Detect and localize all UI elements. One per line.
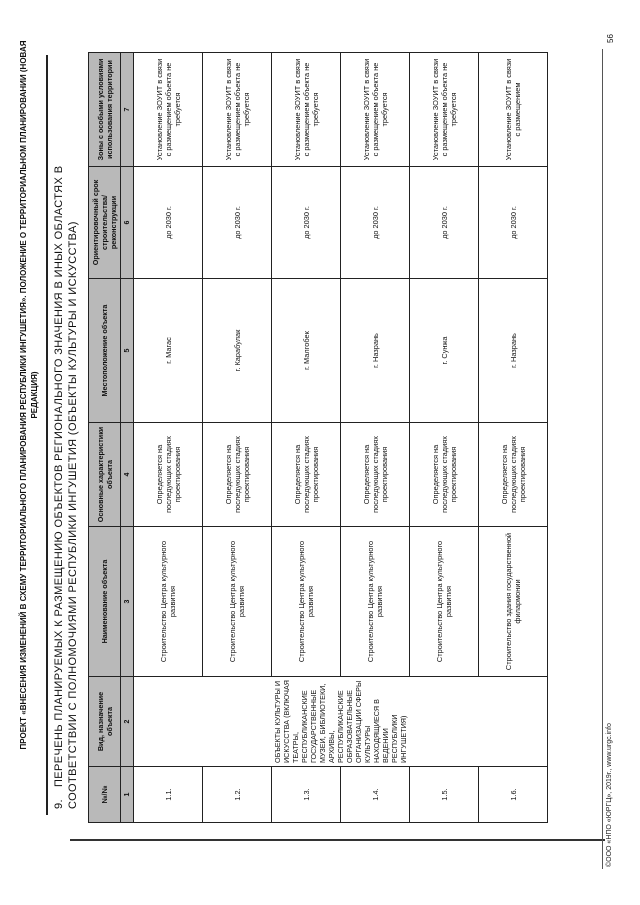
object-name: Строительство Центра культурного развития [341, 527, 410, 677]
footer-rule [602, 49, 603, 869]
row-number: 1.5. [410, 767, 479, 823]
object-zones: Установление ЗОУИТ в связи с размещением объекта не требуется [203, 53, 272, 167]
objects-table [88, 52, 548, 823]
column-number-row [121, 53, 134, 823]
object-name: Строительство Центра культурного развития [410, 527, 479, 677]
row-number: 1.1. [134, 767, 203, 823]
header-rule [46, 55, 48, 815]
table-header-row [89, 53, 121, 823]
object-term: до 2030 г. [272, 167, 341, 279]
object-term: до 2030 г. [134, 167, 203, 279]
row-number: 1.3. [272, 767, 341, 823]
header-cell: Зоны с особыми условиями использования территории [89, 53, 121, 167]
object-term: до 2030 г. [410, 167, 479, 279]
object-zones: Установление ЗОУИТ в связи с размещением объекта не требуется [134, 53, 203, 167]
object-location: г. Сунжа [410, 279, 479, 423]
object-location: г. Назрань [479, 279, 548, 423]
header-cell: №/№ [89, 767, 121, 823]
section-title-text: ПЕРЕЧЕНЬ ПЛАНИРУЕМЫХ К РАЗМЕЩЕНИЮ ОБЪЕКТОВ РЕГИОНАЛЬНОГО ЗНАЧЕНИЯ В ИНЫХ ОБЛАСТЯХ В СООТВЕТСТВИИ С ПОЛНОМОЧИЯМИ РЕСПУБЛИКИ ИНГУШЕТИЯ (ОБЪЕКТЫ КУЛЬТУРЫ И ИСКУССТВА) [53, 165, 79, 809]
column-number: 3 [121, 527, 134, 677]
header-line-1: ПРОЕКТ «ВНЕСЕНИЯ ИЗМЕНЕНИЙ В СХЕМУ ТЕРРИТОРИАЛЬНОГО ПЛАНИРОВАНИЯ РЕСПУБЛИКИ ИНГУШЕТИЯ». ПОЛОЖЕНИЕ О ТЕРРИТОРИАЛЬНОМ ПЛАНИРОВАНИИ (НОВАЯ [19, 40, 28, 750]
header-cell: Местоположение объекта [89, 279, 121, 423]
column-number: 1 [121, 767, 134, 823]
object-characteristics: Определяется на последующих стадиях проектирования [203, 423, 272, 527]
row-number: 1.2. [203, 767, 272, 823]
header-cell: Основные характеристики объекта [89, 423, 121, 527]
object-term: до 2030 г. [203, 167, 272, 279]
row-number: 1.6. [479, 767, 548, 823]
object-term: до 2030 г. [479, 167, 548, 279]
section-title [52, 69, 80, 809]
column-number: 5 [121, 279, 134, 423]
column-number: 2 [121, 677, 134, 767]
object-characteristics: Определяется на последующих стадиях проектирования [272, 423, 341, 527]
document-header [18, 35, 40, 755]
header-cell: Ориентировочный срок строительства/ реконструкции [89, 167, 121, 279]
object-characteristics: Определяется на последующих стадиях проектирования [410, 423, 479, 527]
object-characteristics: Определяется на последующих стадиях проектирования [341, 423, 410, 527]
object-location: г. Карабулак [203, 279, 272, 423]
object-term: до 2030 г. [341, 167, 410, 279]
object-name: Строительство Центра культурного развития [203, 527, 272, 677]
object-zones: Установление ЗОУИТ в связи с размещением объекта не требуется [341, 53, 410, 167]
footer-copyright: ©ООО «НПО «ЮРГЦ», 2019г., www.urgc.info [606, 723, 613, 867]
object-zones: Установление ЗОУИТ в связи с размещением [479, 53, 548, 167]
object-type-cell: ОБЪЕКТЫ КУЛЬТУРЫ И ИСКУССТВА (ВКЛЮЧАЯ ТЕАТРЫ, РЕСПУБЛИКАНСКИЕ ГОСУДАРСТВЕННЫЕ МУЗЕИ, БИБЛИОТЕКИ, АРХИВЫ, РЕСПУБЛИКАНСКИЕ ОБРАЗОВАТЕЛЬНЫЕ ОРГАНИЗАЦИИ СФЕРЫ КУЛЬТУРЫ НАХОДЯЩИЕСЯ В ВЕДЕНИИ РЕСПУБЛИКИ ИНГУШЕТИЯ) [134, 677, 548, 767]
column-number: 4 [121, 423, 134, 527]
column-number: 6 [121, 167, 134, 279]
section-number: 9. [53, 799, 65, 809]
object-location: г. Магас [134, 279, 203, 423]
column-number: 7 [121, 53, 134, 167]
object-zones: Установление ЗОУИТ в связи с размещением объекта не требуется [272, 53, 341, 167]
object-name: Строительство здания государственной филармонии [479, 527, 548, 677]
row-number: 1.4. [341, 767, 410, 823]
object-location: г. Малгобек [272, 279, 341, 423]
object-zones: Установление ЗОУИТ в связи с размещением объекта не требуется [410, 53, 479, 167]
object-location: г. Назрань [341, 279, 410, 423]
header-cell: Вид, назначение объекта [89, 677, 121, 767]
margin-rule [70, 839, 605, 841]
object-characteristics: Определяется на последующих стадиях проектирования [134, 423, 203, 527]
header-line-2: РЕДАКЦИЯ) [30, 371, 39, 419]
table-row [134, 53, 203, 823]
page-number: 56 [606, 34, 615, 43]
header-cell: Наименование объекта [89, 527, 121, 677]
object-name: Строительство Центра культурного развития [272, 527, 341, 677]
object-characteristics: Определяется на последующих стадиях проектирования [479, 423, 548, 527]
object-name: Строительство Центра культурного развития [134, 527, 203, 677]
